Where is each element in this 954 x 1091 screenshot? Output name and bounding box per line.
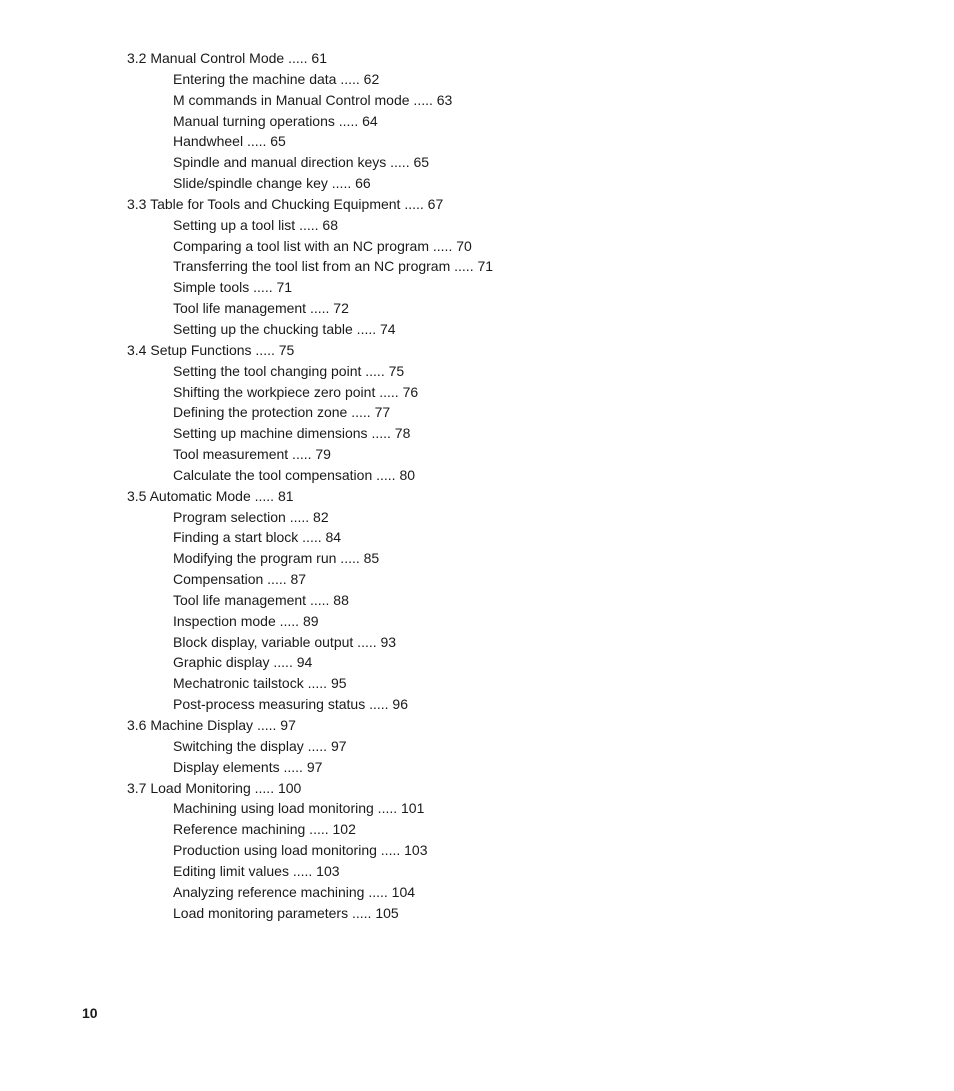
toc-subsection-entry: Tool life management ..... 72 bbox=[173, 300, 349, 317]
toc-subsection-entry: Tool life management ..... 88 bbox=[173, 591, 349, 608]
toc-subsection-entry: Post-process measuring status ..... 96 bbox=[173, 696, 408, 713]
toc-subsection-entry: Tool measurement ..... 79 bbox=[173, 446, 331, 463]
toc-subsection-entry: Graphic display ..... 94 bbox=[173, 654, 313, 671]
toc-section-entry: 3.2 Manual Control Mode ..... 61 bbox=[127, 50, 327, 66]
toc-subsection-entry: Comparing a tool list with an NC program ..... 70 bbox=[173, 237, 472, 254]
table-of-contents bbox=[127, 48, 493, 923]
toc-subsection-entry: Production using load monitoring ..... 103 bbox=[173, 842, 428, 859]
toc-section-entry: 3.5 Automatic Mode ..... 81 bbox=[127, 487, 294, 504]
toc-section-entry: 3.6 Machine Display ..... 97 bbox=[127, 717, 296, 733]
toc-subsection-entry: Setting up the chucking table ..... 74 bbox=[173, 320, 396, 337]
toc-section-entry: 3.7 Load Monitoring ..... 100 bbox=[127, 779, 302, 796]
toc-subsection-entry: Transferring the tool list from an NC program ..... 71 bbox=[173, 258, 494, 275]
toc-subsection-entry: Block display, variable output ..... 93 bbox=[173, 633, 397, 650]
toc-subsection-entry: Defining the protection zone ..... 77 bbox=[173, 404, 391, 421]
toc-subsection-entry: Load monitoring parameters ..... 105 bbox=[173, 904, 399, 921]
toc-subsection-entry: Handwheel ..... 65 bbox=[173, 133, 286, 150]
toc-subsection-entry: Entering the machine data ..... 62 bbox=[173, 70, 380, 87]
toc-subsection-entry: Compensation ..... 87 bbox=[173, 571, 307, 588]
toc-subsection-entry: Manual turning operations ..... 64 bbox=[173, 112, 378, 129]
toc-subsection-entry: Display elements ..... 97 bbox=[173, 758, 323, 775]
toc-subsection-entry: Reference machining ..... 102 bbox=[173, 821, 356, 838]
toc-subsection-entry: Machining using load monitoring ..... 101 bbox=[173, 800, 425, 817]
toc-subsection-entry: Simple tools ..... 71 bbox=[173, 279, 293, 296]
toc-section-entry: 3.4 Setup Functions ..... 75 bbox=[127, 341, 295, 358]
toc-subsection-entry: Editing limit values ..... 103 bbox=[173, 862, 340, 879]
toc-subsection-entry: Slide/spindle change key ..... 66 bbox=[173, 175, 371, 192]
toc-subsection-entry: Inspection mode ..... 89 bbox=[173, 612, 319, 629]
toc-subsection-entry: M commands in Manual Control mode ..... 63 bbox=[173, 91, 453, 108]
toc-subsection-entry: Setting the tool changing point ..... 75 bbox=[173, 362, 405, 379]
toc-subsection-entry: Mechatronic tailstock ..... 95 bbox=[173, 675, 347, 692]
toc-subsection-entry: Analyzing reference machining ..... 104 bbox=[173, 883, 416, 900]
toc-subsection-entry: Program selection ..... 82 bbox=[173, 508, 329, 525]
toc-subsection-entry: Modifying the program run ..... 85 bbox=[173, 550, 380, 567]
toc-section-entry: 3.3 Table for Tools and Chucking Equipment ..... 67 bbox=[127, 195, 444, 212]
toc-subsection-entry: Shifting the workpiece zero point ..... 76 bbox=[173, 383, 419, 400]
toc-subsection-entry: Spindle and manual direction keys ..... 65 bbox=[173, 154, 430, 171]
toc-subsection-entry: Finding a start block ..... 84 bbox=[173, 529, 342, 546]
toc-subsection-entry: Switching the display ..... 97 bbox=[173, 737, 347, 754]
toc-subsection-entry: Setting up machine dimensions ..... 78 bbox=[173, 425, 411, 442]
toc-subsection-entry: Calculate the tool compensation ..... 80 bbox=[173, 466, 416, 483]
page-number: 10 bbox=[82, 1005, 98, 1021]
toc-subsection-entry: Setting up a tool list ..... 68 bbox=[173, 216, 338, 233]
